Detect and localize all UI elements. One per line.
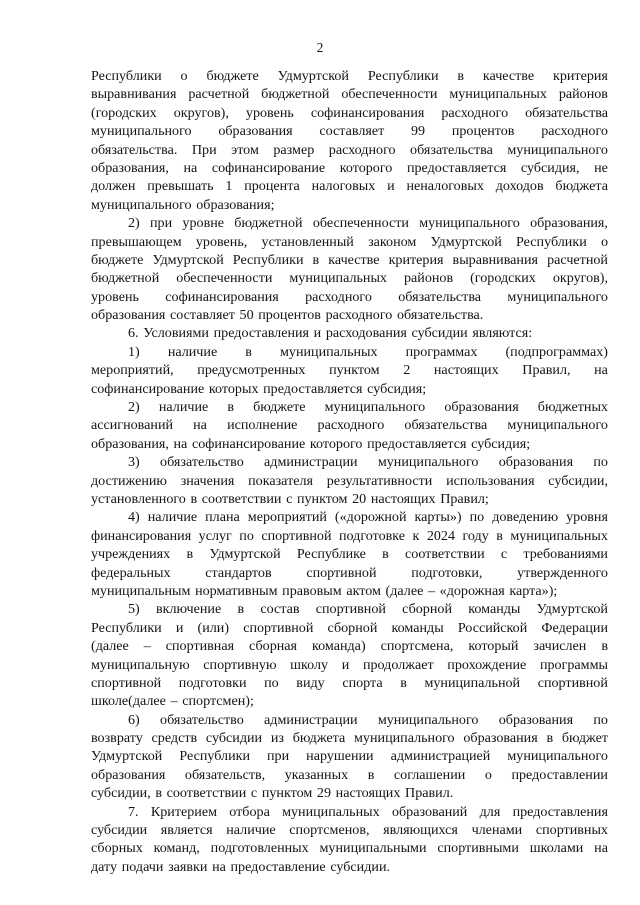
text-line: федеральных стандартов спортивной подготовки, утвержденного — [91, 564, 608, 581]
text-line: муниципальным нормативным правовым актом (далее – «дорожная карта»); — [91, 582, 558, 599]
text-line: образования обязательств, указанных в соглашении о предоставлении — [91, 766, 608, 783]
text-line: ассигнований на исполнение расходного обязательства муниципального — [91, 417, 608, 434]
text-line: 5) включение в состав спортивной сборной команды Удмуртской — [128, 601, 608, 618]
document-body — [91, 67, 608, 876]
text-line: муниципальную спортивную школу и продолжает прохождение программы — [91, 656, 608, 673]
text-line: сборных команд, подготовленных муниципальными спортивными школами на — [91, 840, 608, 857]
text-line: 6) обязательство администрации муниципального образования по — [128, 711, 608, 728]
text-line: образования, на софинансирование которого предоставляется субсидия; — [91, 435, 531, 452]
text-line: должен превышать 1 процента налоговых и неналоговых доходов бюджета — [91, 178, 608, 195]
text-line: 6. Условиями предоставления и расходования субсидии являются: — [128, 325, 533, 342]
text-line: муниципального образования составляет 99 процентов расходного — [91, 123, 608, 140]
text-line: (городских округов), уровень софинансирования расходного обязательства — [91, 104, 608, 121]
text-line: 7. Критерием отбора муниципальных образований для предоставления — [128, 803, 608, 820]
text-line: субсидии является наличие спортсменов, являющихся членами спортивных — [91, 822, 608, 839]
text-line: бюджетной обеспеченности муниципальных районов (городских округов), — [91, 270, 608, 287]
paragraph — [91, 453, 608, 508]
text-line: (далее – спортивная сборная команда) спортсмена, который зачислен в — [91, 638, 608, 655]
paragraph — [91, 803, 608, 877]
text-line: 4) наличие плана мероприятий («дорожной карты») по доведению уровня — [128, 509, 608, 526]
text-line: софинансирование которых предоставляется субсидия; — [91, 380, 427, 397]
text-line: обязательства. При этом размер расходного обязательства муниципального — [91, 141, 608, 158]
paragraph — [91, 67, 608, 214]
text-line: уровень софинансирования расходного обязательства муниципального — [91, 288, 608, 305]
text-line: превышающем уровень, установленный законом Удмуртской Республики о — [91, 233, 608, 250]
paragraph — [91, 508, 608, 600]
text-line: образования составляет 50 процентов расходного обязательства. — [91, 307, 484, 324]
text-line: школе(далее – спортсмен); — [91, 693, 254, 710]
text-line: достижению значения показателя результативности использования субсидии, — [91, 472, 608, 489]
text-line: возврату средств субсидии из бюджета муниципального образования в бюджет — [91, 730, 608, 747]
text-line: 2) при уровне бюджетной обеспеченности муниципального образования, — [128, 215, 608, 232]
text-line: дату подачи заявки на предоставление субсидии. — [91, 858, 391, 875]
paragraph — [91, 214, 608, 324]
paragraph — [91, 324, 608, 342]
text-line: субсидии, в соответствии с пунктом 29 настоящих Правил. — [91, 785, 454, 802]
page-number: 2 — [316, 40, 324, 55]
text-line: Республики и (или) спортивной сборной команды Российской Федерации — [91, 619, 608, 636]
paragraph — [91, 711, 608, 803]
text-line: выравнивания расчетной бюджетной обеспеченности муниципальных районов — [91, 86, 608, 103]
text-line: Республики о бюджете Удмуртской Республики в качестве критерия — [91, 68, 608, 84]
text-line: учреждениях в Удмуртской Республике в соответствии с требованиями — [91, 546, 608, 563]
text-line: 3) обязательство администрации муниципального образования по — [128, 454, 608, 471]
text-line: муниципального образования; — [91, 196, 275, 213]
text-line: установленного в соответствии с пунктом 20 настоящих Правил; — [91, 490, 489, 507]
paragraph — [91, 398, 608, 453]
paragraph — [91, 343, 608, 398]
text-line: спортивной подготовки по виду спорта в муниципальной спортивной — [91, 674, 608, 691]
paragraph — [91, 600, 608, 710]
text-line: Удмуртской Республики при нарушении администрацией муниципального — [91, 748, 608, 765]
text-line: образования, на софинансирование которого предоставляется субсидия, не — [91, 159, 608, 176]
text-line: мероприятий, предусмотренных пунктом 2 настоящих Правил, на — [91, 362, 608, 379]
text-line: бюджете Удмуртской Республики в качестве критерия выравнивания расчетной — [91, 251, 608, 268]
text-line: 1) наличие в муниципальных программах (подпрограммах) — [128, 343, 608, 360]
text-line: финансирования услуг по спортивной подготовке к 2024 году в муниципальных — [91, 527, 608, 544]
text-line: 2) наличие в бюджете муниципального образования бюджетных — [128, 399, 608, 416]
